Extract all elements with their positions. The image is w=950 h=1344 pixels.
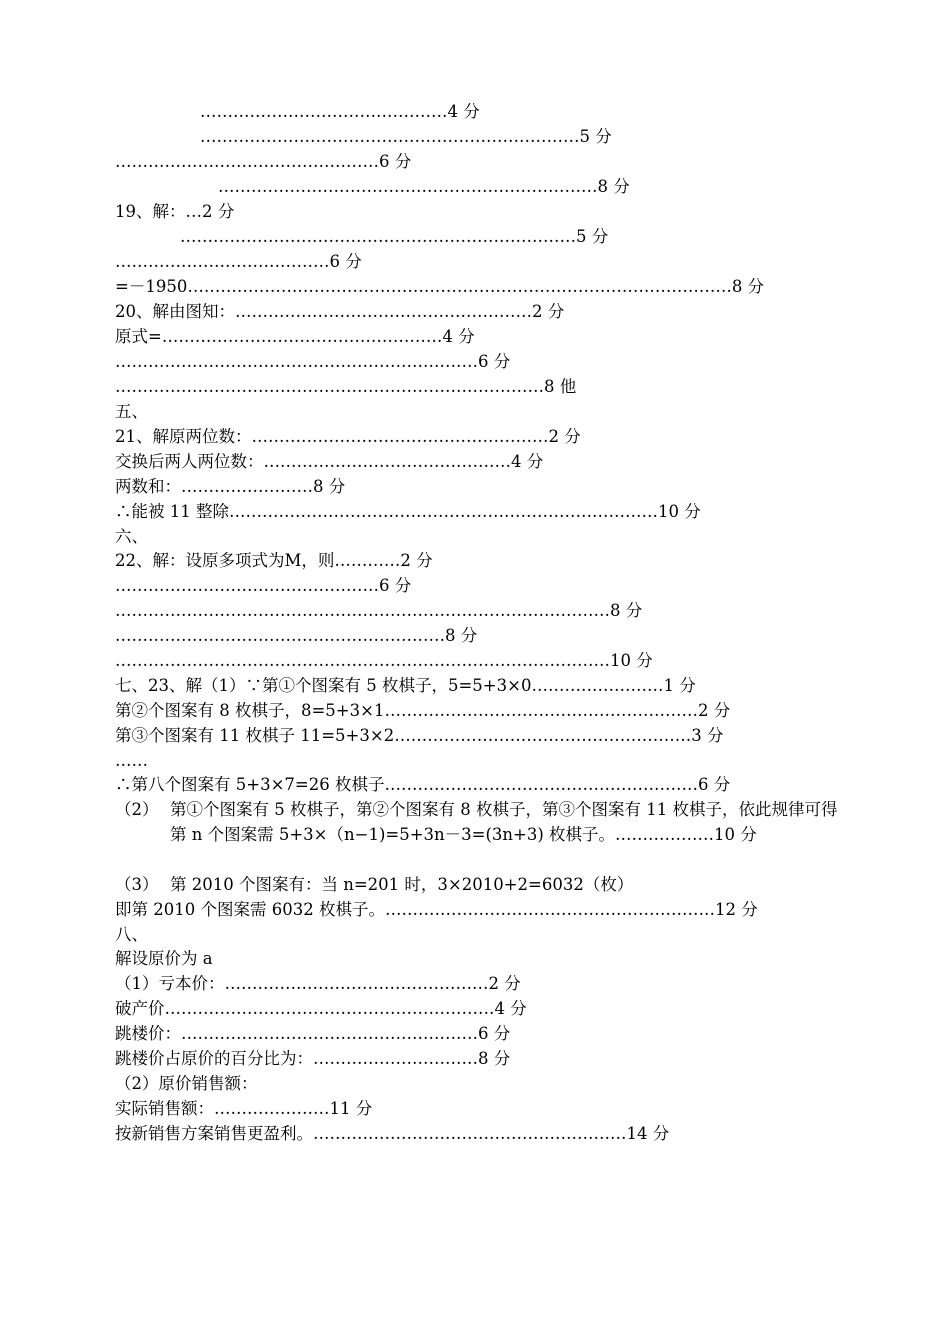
section-heading: 五、	[115, 402, 148, 421]
answer-line: （1）亏本价：…………………………………………2 分	[115, 974, 521, 993]
answer-line: （2）原价销售额：	[115, 1074, 258, 1093]
answer-line: …………………………………………………………6 分	[115, 352, 511, 371]
section-heading: 六、	[115, 527, 148, 546]
answer-line: ………………………………………………………………5 分	[180, 227, 609, 246]
answer-line: 破产价……………………………………………………4 分	[115, 999, 527, 1018]
answer-line: 20、解由图知：………………………………………………2 分	[115, 302, 565, 321]
answer-line: 按新销售方案销售更盈利。…………………………………………………14 分	[115, 1124, 670, 1143]
answer-line: ………………………………………4 分	[200, 102, 480, 121]
answer-line: 跳楼价占原价的百分比为：…………………………8 分	[115, 1049, 511, 1068]
answer-line: …………………………………………6 分	[115, 152, 412, 171]
answer-line: ……………………………………………………………5 分	[200, 127, 612, 146]
section-heading: 八、	[115, 925, 148, 944]
answer-line: 七、23、解（1）∵第①个图案有 5 枚棋子，5=5+3×0……………………1 分	[115, 676, 696, 695]
answer-line: ∴能被 11 整除……………………………………………………………………10 分	[115, 502, 701, 521]
answer-line: ………………………………………………………………………………10 分	[115, 651, 653, 670]
answer-line: 跳楼价：………………………………………………6 分	[115, 1024, 511, 1043]
answer-line: 22、解：设原多项式为M，则…………2 分	[115, 551, 433, 570]
answer-line: ……	[115, 751, 148, 770]
answer-paragraph: 第①个图案有 5 枚棋子，第②个图案有 8 枚棋子，第③个图案有 11 枚棋子，依此规律可得第 n 个图案需 5+3×（n−1)=5+3n－3=(3n+3) 枚棋子。………………10 分	[170, 800, 838, 844]
answer-line: 21、解原两位数：………………………………………………2 分	[115, 427, 581, 446]
answer-line: 交换后两人两位数：………………………………………4 分	[115, 452, 544, 471]
answer-line: ……………………………………………………………………8 他	[115, 377, 577, 396]
answer-line: …………………………………6 分	[115, 252, 362, 271]
answer-line: 即第 2010 个图案需 6032 枚棋子。……………………………………………………12 分	[115, 900, 758, 919]
answer-line: 原式=……………………………………………4 分	[115, 327, 475, 346]
answer-line: 第③个图案有 11 枚棋子 11=5+3×2………………………………………………3 分	[115, 726, 724, 745]
answer-line: 解设原价为 a	[115, 949, 213, 968]
item-number: （2）	[115, 800, 159, 819]
item-number: （3）	[115, 875, 159, 894]
answer-line: 19、解：…2 分	[115, 202, 235, 221]
answer-line: =－1950………………………………………………………………………………………8 分	[115, 277, 765, 296]
answer-line: …………………………………………6 分	[115, 576, 412, 595]
answer-line: 两数和：……………………8 分	[115, 477, 346, 496]
answer-line: 实际销售额：…………………11 分	[115, 1099, 373, 1118]
answer-line: ……………………………………………………………8 分	[218, 177, 630, 196]
answer-paragraph: 第 2010 个图案有：当 n=201 时，3×2010+2=6032（枚）	[170, 875, 634, 894]
answer-line: 第②个图案有 8 枚棋子，8=5+3×1…………………………………………………2 分	[115, 701, 731, 720]
answer-line: ∴第八个图案有 5+3×7=26 枚棋子…………………………………………………6 分	[115, 775, 731, 794]
answer-line: ……………………………………………………8 分	[115, 626, 478, 645]
answer-line: ………………………………………………………………………………8 分	[115, 601, 643, 620]
